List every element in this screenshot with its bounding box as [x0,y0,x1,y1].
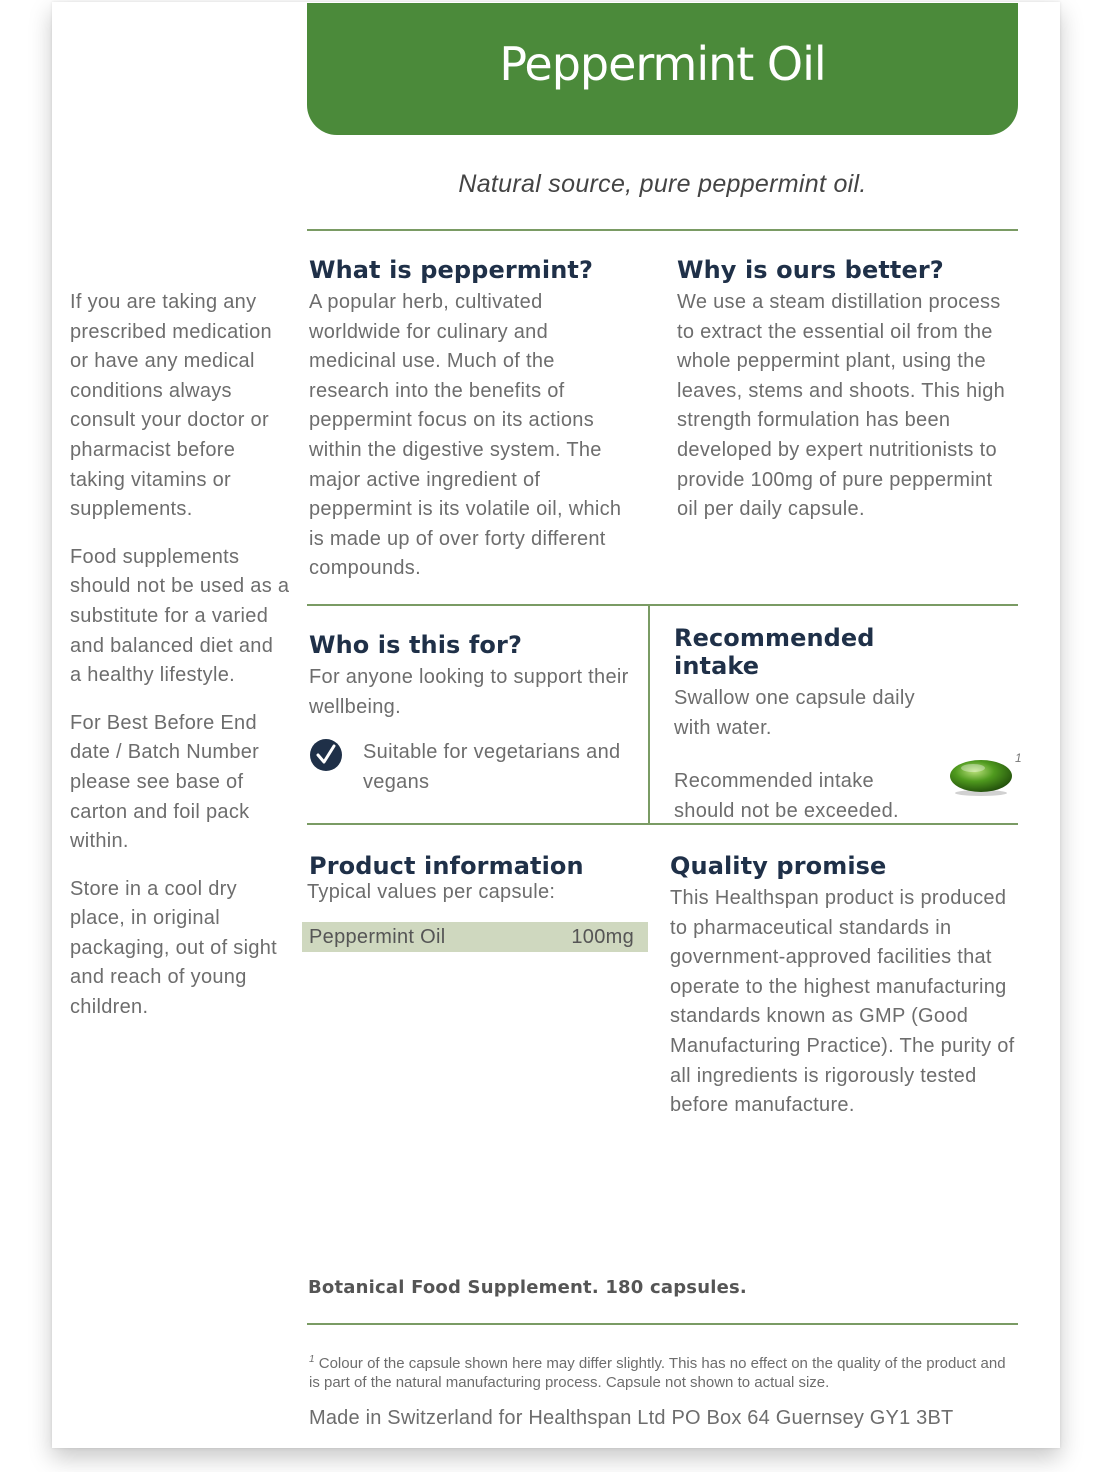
divider-vertical [648,604,650,825]
note-diet: Food supplements should not be used as a substitute for a varied and balanced diet and a healthy lifestyle. [70,545,290,687]
divider-middle [307,604,1018,606]
vegetarian-badge [309,738,639,797]
why-better-body: We use a steam distillation process to extract the essential oil from the whole peppermint plant, using the leaves, stems and shoots. This high strength formulation has been developed by expert nutritionists to provide 100mg of pure peppermint oil per daily capsule. [677,291,1006,521]
capsule-footnote-mark: 1 [1015,751,1022,765]
intake-warning: Recommended intake should not be exceeded. [674,770,899,822]
note-storage: Store in a cool dry place, in original packaging, out of sight and reach of young children. [70,877,278,1019]
product-info-heading: Product information [309,852,584,880]
divider-footer [307,1323,1018,1325]
footnote-mark: 1 [309,1354,315,1365]
section-quality [670,852,1020,1121]
manufacturer-address: Made in Switzerland for Healthspan Ltd PO Box 64 Guernsey GY1 3BT [309,1407,954,1429]
product-tagline: Natural source, pure peppermint oil. [458,170,867,198]
note-medication: If you are taking any prescribed medication or have any medical conditions always consult your doctor or pharmacist before taking vitamins or supplements. [70,291,272,521]
what-is-body: A popular herb, cultivated worldwide for culinary and medicinal use. Much of the research into the benefits of peppermint focus on its actions within the digestive system. The major active ingredient of peppermint is its volatile oil, which is made up of over forty different compounds. [309,291,622,580]
botanical-statement: Botanical Food Supplement. 180 capsules. [308,1277,747,1298]
capsule-footnote [309,1350,1009,1392]
quality-heading: Quality promise [670,852,887,880]
nutrient-value: 100mg [571,925,634,948]
who-for-heading: Who is this for? [309,631,522,659]
intake-body: Swallow one capsule daily with water. [674,687,915,739]
quality-body: This Healthspan product is produced to pharmaceutical standards in government-approved facilities that operate to the highest manufacturing standards known as GMP (Good Manufacturing Practice). The purity of all ingredients is rigorously tested before manufacture. [670,887,1015,1117]
check-circle-icon [309,738,343,772]
title-banner [307,3,1018,135]
capsule-image [949,757,1013,797]
note-batch: For Best Before End date / Batch Number please see base of carton and foil pack within. [70,711,260,853]
nutrient-name: Peppermint Oil [309,925,446,948]
product-info-subheading: Typical values per capsule: [307,881,556,903]
intake-heading: Recommended intake [674,624,875,680]
section-who-for [309,631,639,797]
section-product-info [309,852,639,908]
vegetarian-text: Suitable for vegetarians and vegans [363,741,621,793]
section-why-better [677,256,1017,525]
left-column-notes [70,288,290,1041]
why-better-heading: Why is ours better? [677,256,944,284]
nutrient-table-row [302,922,648,952]
what-is-heading: What is peppermint? [309,256,593,284]
divider-top [307,229,1018,231]
who-for-body: For anyone looking to support their wellbeing. [309,666,629,718]
product-title: Peppermint Oil [499,37,826,91]
footnote-text: Colour of the capsule shown here may differ slightly. This has no effect on the quality of the product and is part of the natural manufacturing process. Capsule not shown to actual size. [309,1355,1006,1391]
section-intake [674,624,964,826]
section-what-is [309,256,629,584]
